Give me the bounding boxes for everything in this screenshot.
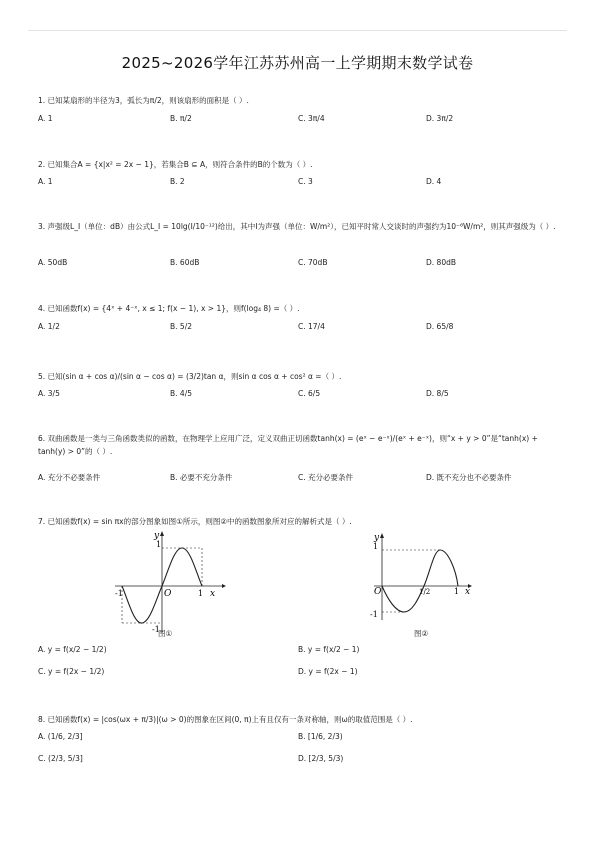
tick-label: 1 (198, 589, 204, 598)
y-label: y (374, 533, 380, 543)
option-value: 3π/2 (436, 114, 454, 123)
q4-option-b[interactable]: B. 5/2 (170, 322, 192, 331)
tick-label: 1 (454, 587, 460, 596)
q2-option-d[interactable]: D. 4 (426, 177, 442, 186)
option-value: 50dB (47, 258, 68, 267)
q8-option-c[interactable]: C. (2/3, 5/3] (38, 754, 83, 763)
q5-option-b[interactable]: B. 4/5 (170, 389, 192, 398)
question-8-stem: 8. 已知函数f(x) = |cos(ωx + π/3)|(ω > 0)的图象在区间(0, π)上有且仅有一条对称轴，则ω的取值范围是（ ）. (38, 715, 413, 724)
q5-option-a[interactable]: A. 3/5 (38, 389, 60, 398)
tick-label: -1 (152, 625, 160, 634)
figure-2-caption: 图② (414, 629, 429, 638)
q6-option-d[interactable]: D. 既不充分也不必要条件 (426, 473, 512, 482)
question-7-stem: 7. 已知函数f(x) = sin πx的部分图象如图①所示，则图②中的函数图象所对应的解析式是（ ）. (38, 517, 352, 526)
x-axis-arrow (222, 584, 226, 588)
x-label: x (210, 589, 216, 599)
figure-1-caption: 图① (158, 629, 173, 638)
q1-option-a[interactable]: A. 1 (38, 114, 53, 123)
option-value: [2/3, 5/3) (308, 754, 344, 763)
q3-option-d[interactable]: D. 80dB (426, 258, 456, 267)
question-3-stem: 3. 声强级L_I（单位：dB）由公式L_I = 10lg(I/10⁻¹²)给出，其中I为声强（单位：W/m²），已知平时常人交谈时的声强约为10⁻⁶W/m²，则其声强级为（ ）. (38, 222, 556, 231)
option-value: π/2 (179, 114, 192, 123)
option-value: 既不充分也不必要条件 (436, 473, 512, 482)
question-4-stem: 4. 已知函数f(x) = {4ˣ + 4⁻ˣ, x ≤ 1; f(x − 1), x > 1}，则f(log₄ 8) =（ ）. (38, 304, 300, 313)
sine-curve (382, 550, 458, 612)
q7-option-a[interactable]: A. y = f(x/2 − 1/2) (38, 645, 107, 654)
option-value: 必要不充分条件 (179, 473, 233, 482)
tick-label: 1 (373, 542, 379, 551)
option-value: 80dB (436, 258, 456, 267)
q3-option-a[interactable]: A. 50dB (38, 258, 68, 267)
q4-option-a[interactable]: A. 1/2 (38, 322, 60, 331)
tick-label: 1 (156, 540, 162, 549)
option-value: y = f(x/2 − 1) (307, 645, 360, 654)
option-value: 8/5 (436, 389, 449, 398)
question-2-stem: 2. 已知集合A = {x|x² = 2x − 1}，若集合B ⊆ A，则符合条件的B的个数为（ ）. (38, 160, 313, 169)
page-title: 2025~2026学年江苏苏州高一上学期期末数学试卷 (121, 54, 474, 72)
q8-option-b[interactable]: B. [1/6, 2/3) (298, 732, 343, 741)
y-axis-arrow (380, 533, 384, 538)
tick-label: 1/2 (419, 588, 431, 596)
option-value: 1 (47, 114, 53, 123)
q2-option-b[interactable]: B. 2 (170, 177, 185, 186)
q6-option-c[interactable]: C. 充分必要条件 (298, 473, 354, 482)
q1-option-c[interactable]: C. 3π/4 (298, 114, 325, 123)
x-label: x (465, 587, 471, 597)
option-value: 2 (179, 177, 185, 186)
option-value: 6/5 (308, 389, 321, 398)
q4-option-c[interactable]: C. 17/4 (298, 322, 325, 331)
option-value: 充分必要条件 (308, 473, 354, 482)
q2-option-c[interactable]: C. 3 (298, 177, 313, 186)
tick-label: -1 (115, 589, 123, 598)
q7-option-c[interactable]: C. y = f(2x − 1/2) (38, 667, 105, 676)
option-value: (1/6, 2/3] (47, 732, 83, 741)
tick-label: -1 (370, 610, 378, 619)
option-value: 65/8 (436, 322, 454, 331)
q4-option-d[interactable]: D. 65/8 (426, 322, 454, 331)
option-value: 17/4 (308, 322, 325, 331)
origin-label: O (374, 587, 382, 597)
origin-label: O (164, 589, 172, 599)
q7-option-d[interactable]: D. y = f(2x − 1) (298, 667, 358, 676)
question-1-stem: 1. 已知某扇形的半径为3，弧长为π/2，则该扇形的面积是（ ）. (38, 96, 249, 105)
option-value: y = f(2x − 1) (308, 667, 358, 676)
q5-option-d[interactable]: D. 8/5 (426, 389, 449, 398)
option-value: (2/3, 5/3] (48, 754, 83, 763)
q6-option-b[interactable]: B. 必要不充分条件 (170, 473, 233, 482)
option-value: 3/5 (47, 389, 60, 398)
option-value: 3π/4 (308, 114, 325, 123)
y-axis-arrow (160, 531, 164, 536)
option-value: 4 (436, 177, 442, 186)
q3-option-b[interactable]: B. 60dB (170, 258, 200, 267)
option-value: y = f(x/2 − 1/2) (47, 645, 107, 654)
figure-1 (110, 528, 230, 640)
q8-option-d[interactable]: D. [2/3, 5/3) (298, 754, 344, 763)
q1-option-d[interactable]: D. 3π/2 (426, 114, 454, 123)
option-value: 充分不必要条件 (47, 473, 101, 482)
q2-option-a[interactable]: A. 1 (38, 177, 53, 186)
option-value: [1/6, 2/3) (307, 732, 343, 741)
q8-option-a[interactable]: A. (1/6, 2/3] (38, 732, 83, 741)
option-value: 3 (308, 177, 313, 186)
option-value: 1 (47, 177, 53, 186)
q1-option-b[interactable]: B. π/2 (170, 114, 192, 123)
option-value: 4/5 (179, 389, 192, 398)
q6-option-a[interactable]: A. 充分不必要条件 (38, 473, 101, 482)
option-value: y = f(2x − 1/2) (48, 667, 105, 676)
header-rule (28, 30, 567, 31)
q7-option-b[interactable]: B. y = f(x/2 − 1) (298, 645, 360, 654)
option-value: 60dB (179, 258, 200, 267)
y-label: y (154, 531, 160, 541)
question-6-stem: 6. 双曲函数是一类与三角函数类似的函数，在物理学上应用广泛，定义双曲正切函数tanh(x) = (eˣ − e⁻ˣ)/(eˣ + e⁻ˣ)，则“x + y > 0”是“tanh(x) + tanh(y) > 0”的（ ）. (38, 434, 538, 456)
option-value: 70dB (308, 258, 328, 267)
figure-2 (368, 530, 478, 625)
question-5-stem: 5. 已知(sin α + cos α)/(sin α − cos α) = (3/2)tan α，则sin α cos α + cos² α =（ ）. (38, 372, 342, 381)
option-value: 1/2 (47, 322, 60, 331)
option-value: 5/2 (179, 322, 192, 331)
q5-option-c[interactable]: C. 6/5 (298, 389, 321, 398)
q3-option-c[interactable]: C. 70dB (298, 258, 328, 267)
